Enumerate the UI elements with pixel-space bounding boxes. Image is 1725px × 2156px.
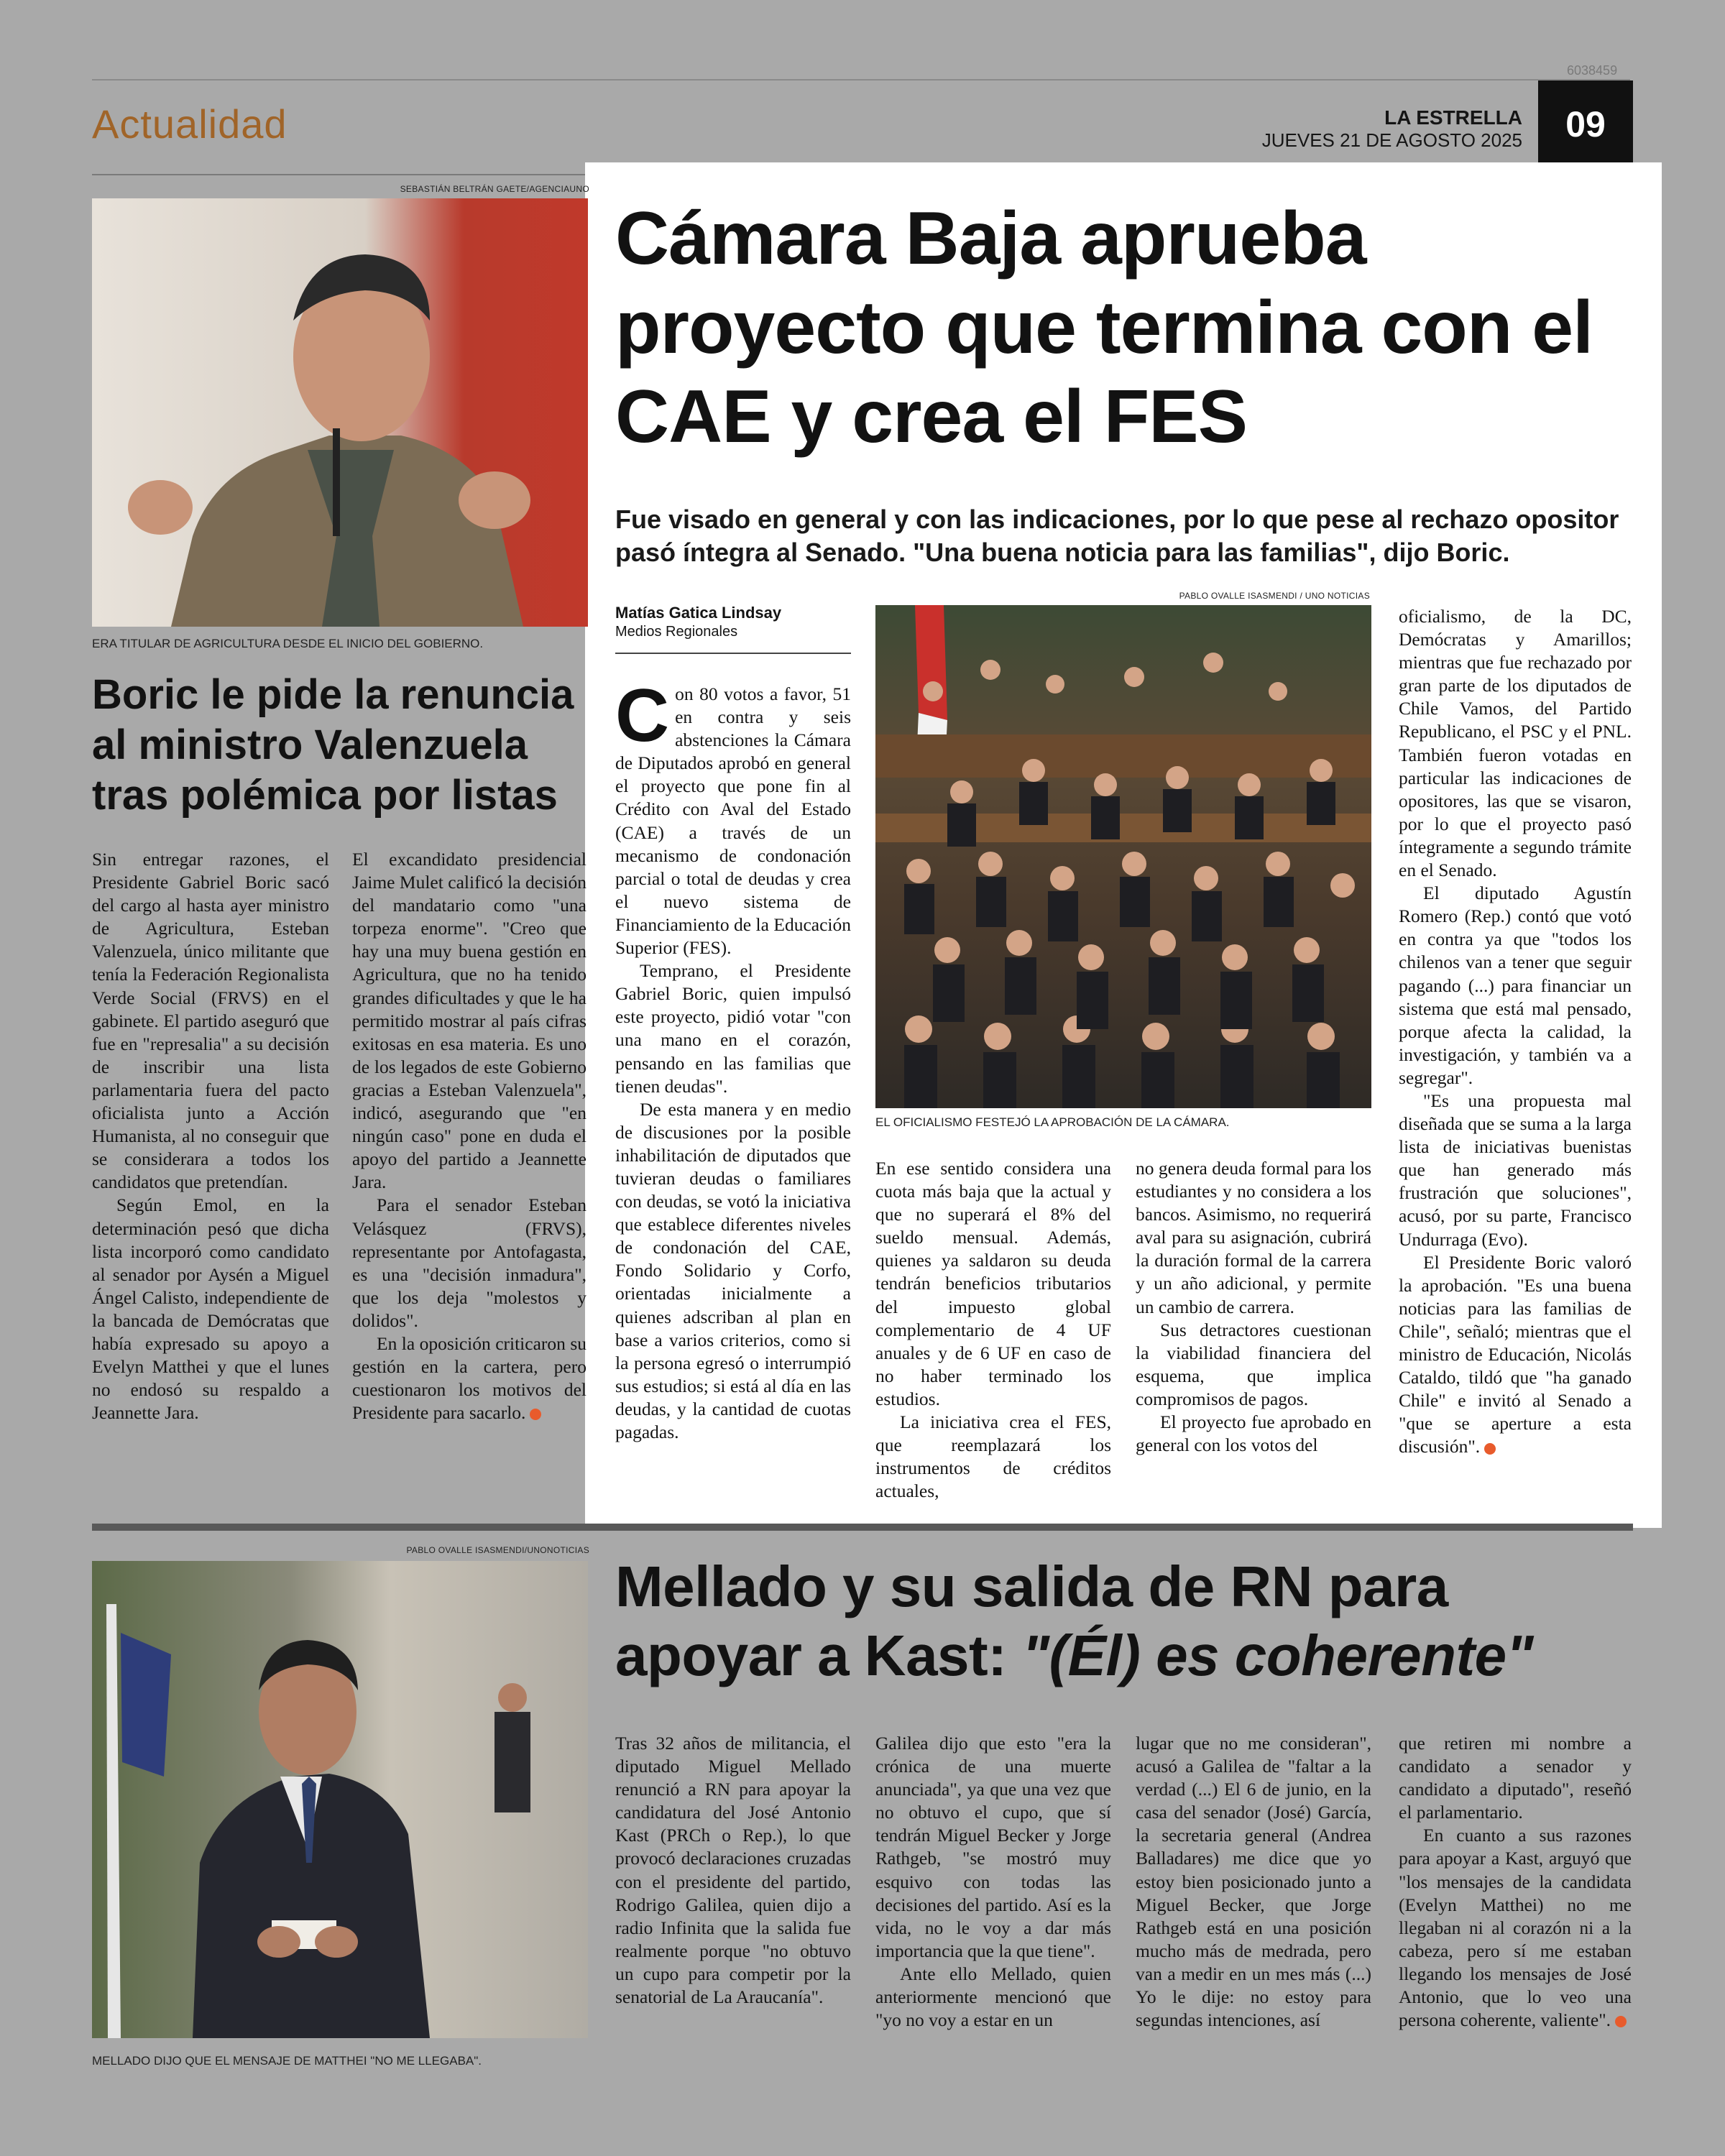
main-photo-caption: EL OFICIALISMO FESTEJÓ LA APROBACIÓN DE LA CÁMARA. bbox=[875, 1115, 1230, 1129]
byline-rule bbox=[615, 653, 851, 654]
paragraph bbox=[1399, 1824, 1632, 2032]
paragraph: Según Emol, en la determinación pesó que dicha lista incorporó como candidato al senador por Aysén a Miguel Ángel Calisto, independiente de la bancada de Demócratas que había expresado su apoyo a Evelyn Matthei y que el lunes no endosó su respaldo a Jeannette Jara. bbox=[92, 1194, 329, 1424]
paragraph-text: En cuanto a sus razones para apoyar a Kast, arguyó que "los mensajes de la candidata (Evelyn Matthei) no me llegaban ni al corazón ni a la cabeza, pero sí me estaban llegando los mensajes de José Antonio, que lo veo una persona coherente, valiente". bbox=[1399, 1825, 1632, 2031]
paper-name: LA ESTRELLA bbox=[1384, 106, 1522, 129]
man-silhouette bbox=[92, 198, 588, 627]
end-mark-icon bbox=[1615, 2016, 1627, 2027]
paragraph: oficialismo, de la DC, Demócratas y Amarillos; mientras que fue rechazado por gran parte de los diputados de Chile Vamos, del Partido Republicano, el PSC y el PNL. También fueron votadas en particular las indicaciones de opositores, las que se visaron, por lo que el proyecto pasó íntegramente a segundo trámite en el Senado. bbox=[1399, 606, 1632, 881]
main-headline: Cámara Baja aprueba proyecto que termina con el CAE y crea el FES bbox=[615, 197, 1593, 459]
left-story-col2 bbox=[352, 848, 586, 1424]
paragraph: La iniciativa crea el FES, que reemplazará los instrumentos de créditos actuales, bbox=[875, 1411, 1111, 1502]
left-story-col1 bbox=[92, 848, 329, 1424]
left-headline: Boric le pide la renuncia al ministro Valenzuela tras polémica por listas bbox=[92, 671, 574, 819]
section-label: Actualidad bbox=[92, 101, 288, 147]
bottom-story-col1 bbox=[615, 1732, 851, 2009]
paragraph bbox=[615, 674, 851, 959]
main-story-col1 bbox=[615, 674, 851, 1444]
section-divider bbox=[92, 1524, 1633, 1531]
bottom-headline-quote: "(Él) es coherente" bbox=[1022, 1623, 1534, 1687]
paragraph-text: En la oposición criticaron su gestión en la cartera, pero cuestionaron los motivos del Presidente para sacarlo. bbox=[352, 1332, 586, 1424]
paragraph: De esta manera y en medio de discusiones por la posible inhabilitación de diputados que tuvieran deudas o familiares con deudas, se votó la iniciativa que establece diferentes niveles de condonación del CAE, Fondo Solidario y Corfo, orientadas inicialmente a quienes adscriban al plan en base a varios criterios, como si la persona egresó o interrumpió sus estudios; si está al día en las deudas, y la cantidad de cuotas pagadas. bbox=[615, 1098, 851, 1442]
main-story-col3 bbox=[1136, 1157, 1371, 1457]
bottom-story-col2 bbox=[875, 1732, 1111, 2032]
paragraph: Sus detractores cuestionan la viabilidad financiera del esquema, que implica compromisos de pagos. bbox=[1136, 1319, 1371, 1409]
paragraph: Ante ello Mellado, quien anteriormente mencionó que "yo no voy a estar en un bbox=[875, 1963, 1111, 2031]
paragraph: que retiren mi nombre a candidato a senador y candidato a diputado", reseñó el parlamentario. bbox=[1399, 1733, 1632, 1823]
chamber-photo bbox=[875, 605, 1371, 1108]
valenzuela-photo bbox=[92, 198, 588, 627]
bottom-headline-line2 bbox=[615, 1621, 1636, 1690]
page-date: JUEVES 21 DE AGOSTO 2025 bbox=[1261, 129, 1522, 151]
author-outlet: Medios Regionales bbox=[615, 624, 738, 640]
left-photo-credit: SEBASTIÁN BELTRÁN GAETE/AGENCIAUNO bbox=[400, 184, 589, 194]
main-story-col4 bbox=[1399, 605, 1632, 1458]
bottom-story-col4 bbox=[1399, 1732, 1632, 2032]
drop-cap: C bbox=[615, 674, 670, 757]
paragraph bbox=[352, 1332, 586, 1424]
celebration-crowd bbox=[875, 605, 1371, 1108]
main-deck: Fue visado en general y con las indicaciones, por lo que pese al rechazo opositor pasó íntegra al Senado. "Una buena noticia para las familias", dijo Boric. bbox=[615, 505, 1619, 567]
end-mark-icon bbox=[530, 1409, 541, 1420]
main-story-col2 bbox=[875, 1157, 1111, 1503]
bottom-headline-line1: Mellado y su salida de RN para bbox=[615, 1554, 1448, 1618]
paragraph: El proyecto fue aprobado en general con los votos del bbox=[1136, 1411, 1371, 1456]
left-photo-caption: ERA TITULAR DE AGRICULTURA DESDE EL INICIO DEL GOBIERNO. bbox=[92, 637, 484, 650]
paragraph: Temprano, el Presidente Gabriel Boric, quien impulsó este proyecto, pidió votar "con una mano en el corazón, pensando en las familias que tienen deudas". bbox=[615, 960, 851, 1097]
paragraph: lugar que no me consideran", acusó a Galilea de "faltar a la verdad (...) El 6 de junio, en la casa del senador (José) García, la secretaria general (Andrea Balladares) me dice que yo estoy bien posicionado junto a Miguel Becker, que Jorge Rathgeb está en una posición mucho más de medrada, pero van a medir en un mes más (...) Yo le dije: no estoy para segundas intenciones, así bbox=[1136, 1733, 1371, 2031]
paragraph: Para el senador Esteban Velásquez (FRVS), representante por Antofagasta, es una "decisión inmadura", que los deja "molestos y dolidos". bbox=[352, 1194, 586, 1331]
bottom-story-col3 bbox=[1136, 1732, 1371, 2032]
paragraph: Sin entregar razones, el Presidente Gabriel Boric sacó del cargo al hasta ayer ministro de Agricultura, Esteban Valenzuela, único militante que tenía la Federación Regionalista Verde Social (FRVS) en el gabinete. El partido aseguró que fue en "represalia" a su decisión de inscribir una lista parlamentaria fuera del pacto oficialista junto a Acción Humanista, al no conseguir que se considerara a todos los candidatos que pretendían. bbox=[92, 849, 329, 1193]
paragraph: Tras 32 años de militancia, el diputado Miguel Mellado renunció a RN para apoyar la candidatura del José Antonio Kast (PRCh o Rep.), lo que provocó declaraciones cruzadas con el presidente del partido, Rodrigo Galilea, quien dijo a radio Infinita que la salida fue realmente porque "no obtuvo un cupo para competir por la senatorial de La Araucanía". bbox=[615, 1733, 851, 2008]
paragraph: no genera deuda formal para los estudiantes y no considera a los bancos. Asimismo, no requerirá aval para su asignación, cubrirá la duración formal de la carrera y un año adicional, y permite un cambio de carrera. bbox=[1136, 1158, 1371, 1317]
paragraph bbox=[1399, 1251, 1632, 1459]
paragraph: El excandidato presidencial Jaime Mulet calificó la decisión del mandatario como "una torpeza enorme". "Creo que hay una muy buena gestión en Agricultura, que no ha tenido grandes dificultades y que le ha permitido mostrar al país cifras exitosas en esa materia. Es uno de los legados de este Gobierno gracias a Esteban Valenzuela", indicó, asegurando que "en ningún caso" pone en duda el apoyo del partido a Jeannette Jara. bbox=[352, 849, 586, 1193]
page-number-box bbox=[1538, 80, 1633, 174]
man-at-podium bbox=[92, 1561, 588, 2038]
end-mark-icon bbox=[1484, 1443, 1496, 1455]
paragraph-text: on 80 votos a favor, 51 en contra y seis abstenciones la Cámara de Diputados aprobó en general el proyecto que pone fin al Crédito con Aval del Estado (CAE) a través de un mecanismo de condonación parcial o total de deudas y crea el nuevo sistema de Financiamiento de la Educación Superior (FES). bbox=[615, 683, 851, 959]
bottom-headline-plain: apoyar a Kast: bbox=[615, 1623, 1023, 1687]
main-photo-credit: PABLO OVALLE ISASMENDI / UNO NOTICIAS bbox=[1179, 591, 1370, 601]
bottom-photo-credit: PABLO OVALLE ISASMENDI/UNONOTICIAS bbox=[406, 1545, 589, 1555]
mellado-photo bbox=[92, 1561, 588, 2038]
author-name: Matías Gatica Lindsay bbox=[615, 604, 782, 622]
page-code: 6038459 bbox=[1567, 63, 1618, 78]
bottom-headline bbox=[615, 1552, 1636, 1690]
paragraph: En ese sentido considera una cuota más baja que la actual y que no superará el 8% del sueldo mensual. Además, quienes ya saldaron su deuda tendrán beneficios tributarios del impuesto global complementario de 4 UF anuales y de 6 UF en caso de no haber terminado los estudios. bbox=[875, 1158, 1111, 1409]
header-top-rule bbox=[92, 79, 1630, 80]
bottom-photo-caption: MELLADO DIJO QUE EL MENSAJE DE MATTHEI "NO ME LLEGABA". bbox=[92, 2054, 482, 2068]
page-number: 09 bbox=[1565, 104, 1606, 144]
paragraph-text: El Presidente Boric valoró la aprobación. "Es una buena noticias para las familias de Chile", señaló; mientras que el ministro de Educación, Nicolás Cataldo, tildó que "ha ganado Chile" e invitó al Senado a "que se aperture a esta discusión". bbox=[1399, 1251, 1632, 1457]
paragraph: Galilea dijo que esto "era la crónica de una muerte anunciada", ya que una vez que no obtuvo el cupo, que sí tendrán Miguel Becker y Jorge Rathgeb, "se mostró muy esquivo con todas las decisiones del partido. Así es la vida, no le voy a dar más importancia que la que tiene". bbox=[875, 1733, 1111, 1961]
paragraph: El diputado Agustín Romero (Rep.) contó que votó en contra ya que "todos los chilenos van a tener que seguir pagando (...) para financiar un sistema que está mal pensado, porque afecta la calidad, la investigación, y también va a segregar". bbox=[1399, 883, 1632, 1088]
paragraph: "Es una propuesta mal diseñada que se suma a la larga lista de iniciativas buenistas que han generado más frustración que soluciones", acusó, por su parte, Francisco Undurraga (Evo). bbox=[1399, 1089, 1632, 1250]
